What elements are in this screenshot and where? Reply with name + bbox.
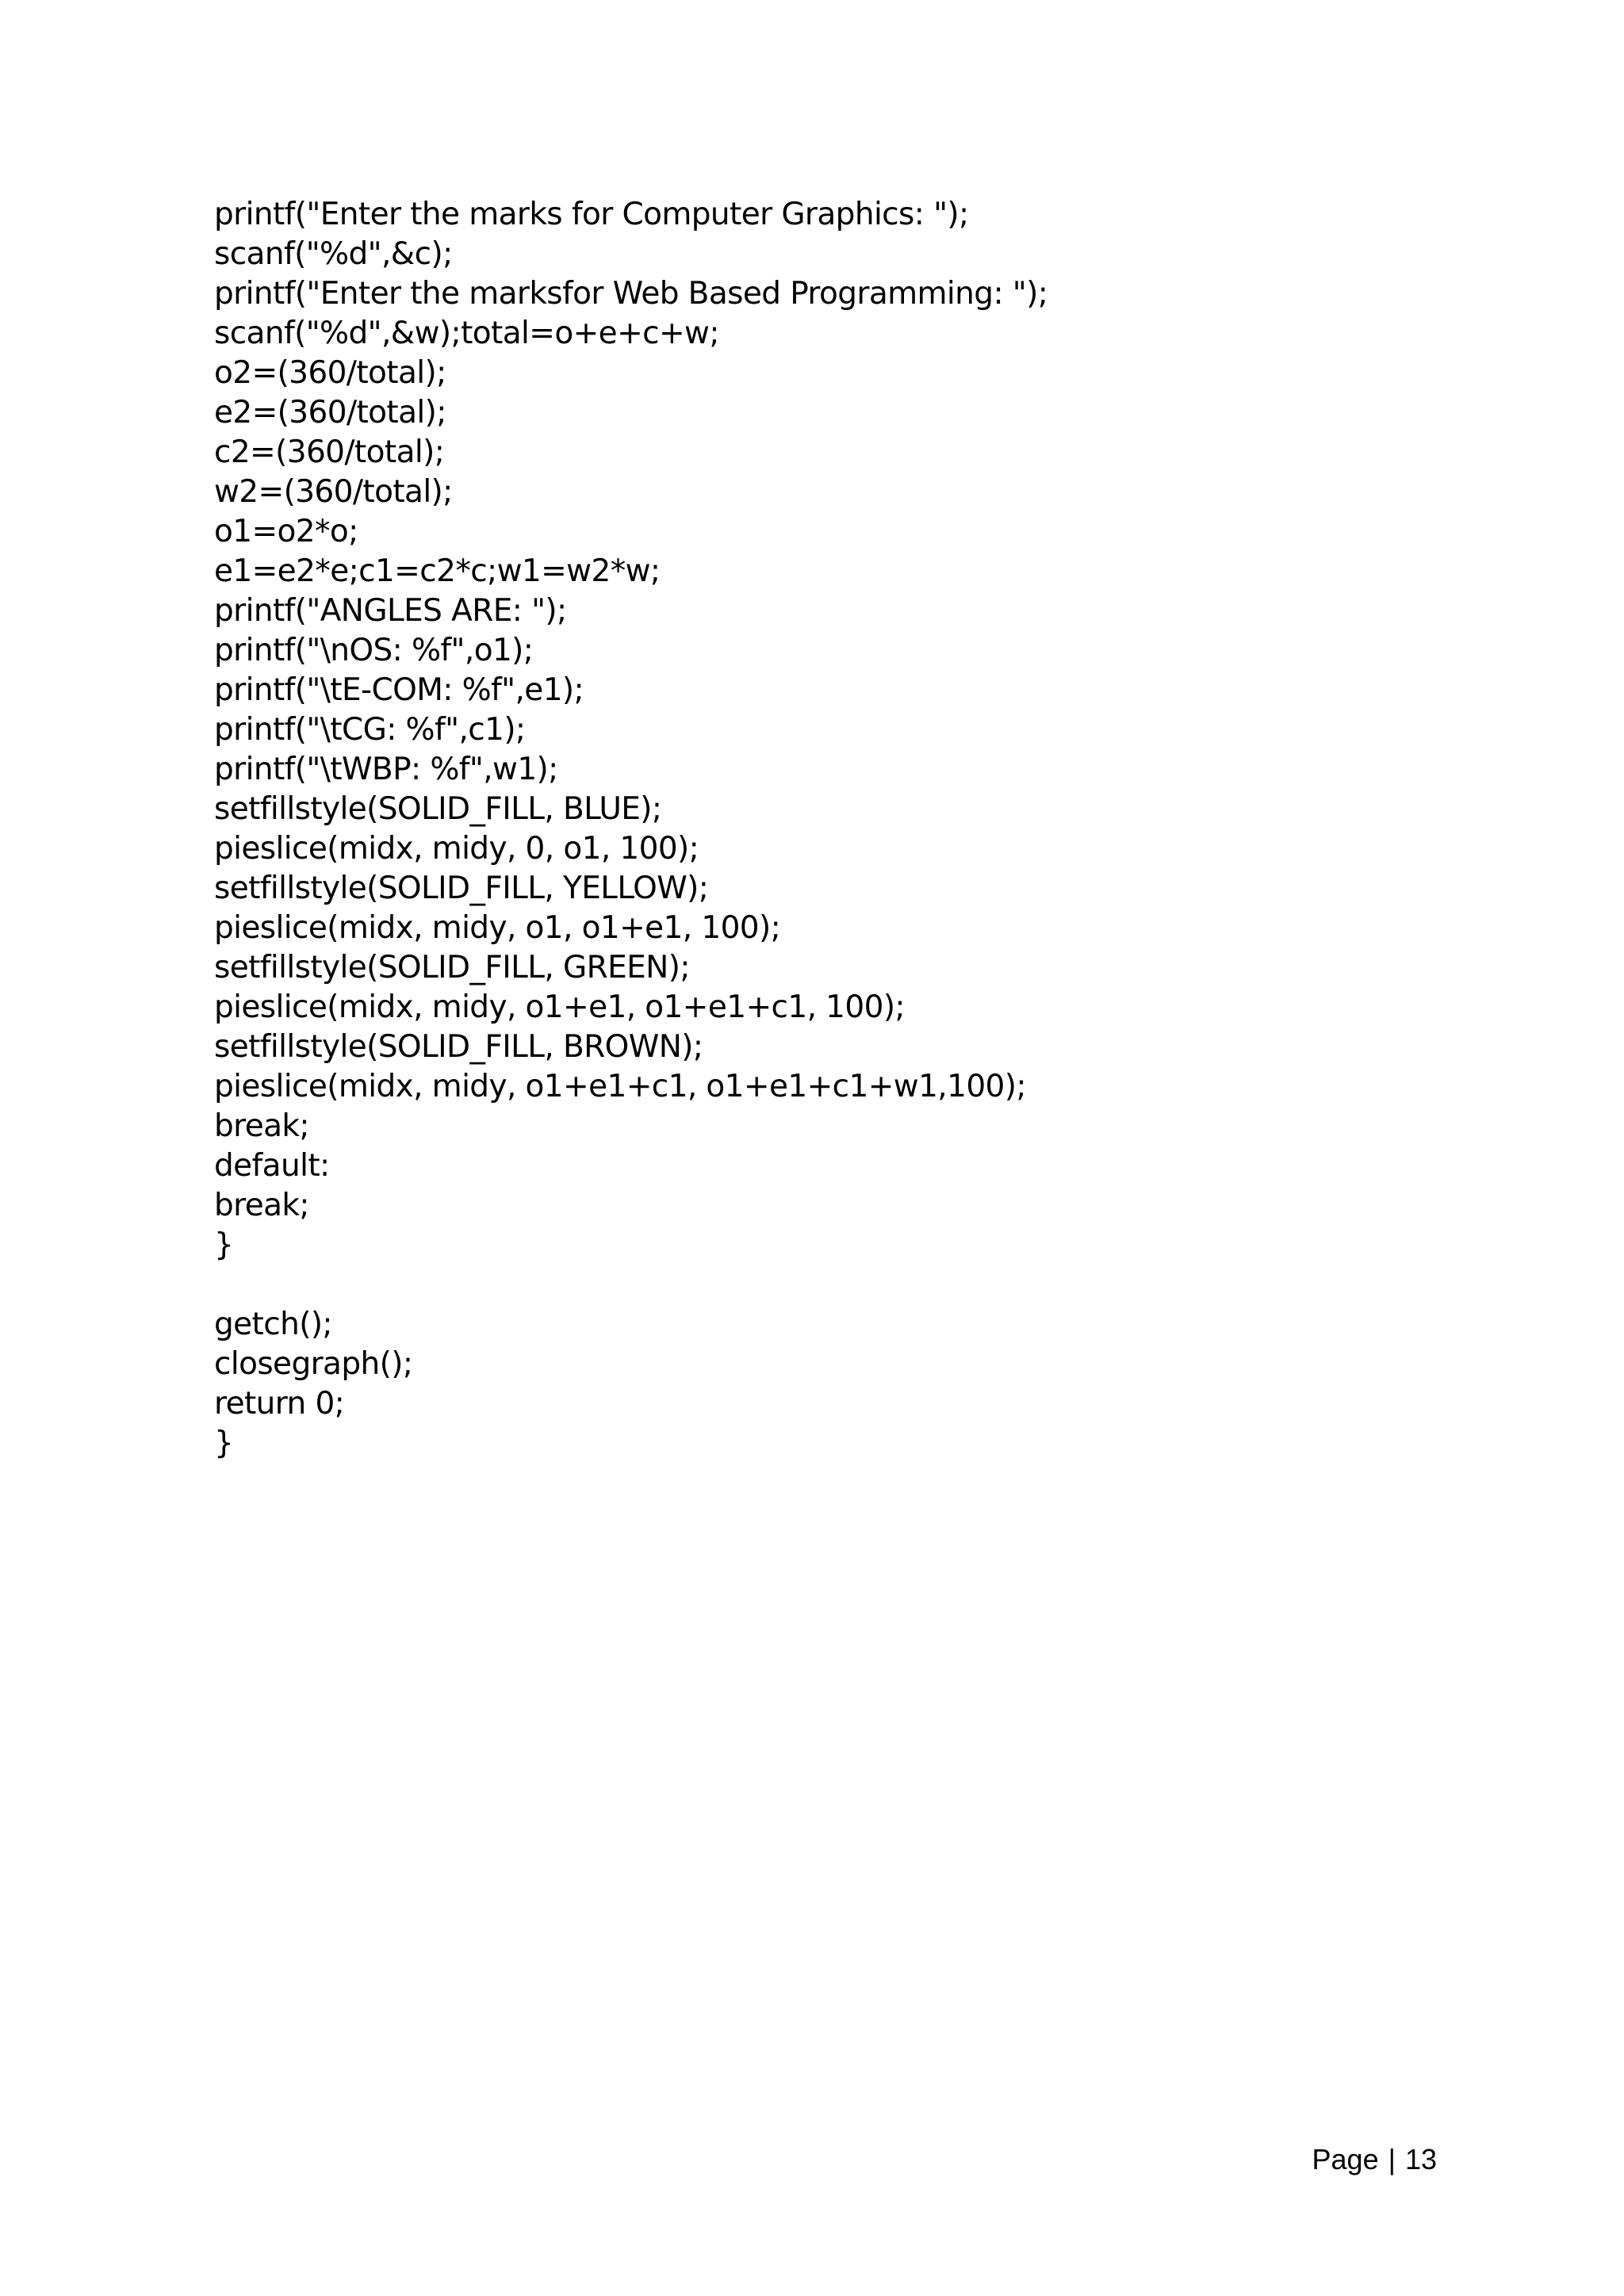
code-line: scanf("%d",&w);total=o+e+c+w; bbox=[214, 316, 719, 351]
page-number: 13 bbox=[1404, 2143, 1437, 2175]
code-line: o1=o2*o; bbox=[214, 514, 358, 549]
code-line: printf("Enter the marks for Computer Graphics: "); bbox=[214, 197, 969, 232]
page-separator: | bbox=[1388, 2143, 1396, 2175]
page-footer bbox=[1312, 2142, 1437, 2177]
code-line: return 0; bbox=[214, 1386, 345, 1422]
code-line: c2=(360/total); bbox=[214, 434, 445, 470]
code-line: } bbox=[214, 1425, 234, 1461]
code-line: setfillstyle(SOLID_FILL, BLUE); bbox=[214, 791, 662, 827]
code-line: w2=(360/total); bbox=[214, 474, 453, 510]
code-line bbox=[214, 1265, 1048, 1305]
code-line: scanf("%d",&c); bbox=[214, 236, 453, 272]
code-line: closegraph(); bbox=[214, 1346, 413, 1382]
code-line: break; bbox=[214, 1188, 309, 1223]
code-line: getch(); bbox=[214, 1307, 332, 1342]
code-line: pieslice(midx, midy, o1+e1+c1, o1+e1+c1+w1,100); bbox=[214, 1069, 1026, 1104]
code-line: default: bbox=[214, 1148, 330, 1184]
code-listing bbox=[214, 195, 1048, 1464]
code-line: setfillstyle(SOLID_FILL, YELLOW); bbox=[214, 871, 709, 906]
code-line: pieslice(midx, midy, o1+e1, o1+e1+c1, 100); bbox=[214, 989, 905, 1025]
code-line: setfillstyle(SOLID_FILL, BROWN); bbox=[214, 1029, 703, 1065]
code-line: printf("\nOS: %f",o1); bbox=[214, 633, 534, 668]
code-line: e2=(360/total); bbox=[214, 395, 446, 430]
code-line: break; bbox=[214, 1108, 309, 1144]
code-line: printf("\tCG: %f",c1); bbox=[214, 712, 526, 748]
code-line: o2=(360/total); bbox=[214, 355, 446, 391]
code-line: } bbox=[214, 1227, 234, 1263]
code-line: setfillstyle(SOLID_FILL, GREEN); bbox=[214, 950, 690, 985]
code-line: pieslice(midx, midy, o1, o1+e1, 100); bbox=[214, 910, 781, 946]
code-line: pieslice(midx, midy, 0, o1, 100); bbox=[214, 831, 699, 867]
code-line: e1=e2*e;c1=c2*c;w1=w2*w; bbox=[214, 553, 661, 589]
code-line: printf("Enter the marksfor Web Based Programming: "); bbox=[214, 276, 1048, 312]
code-line: printf("\tWBP: %f",w1); bbox=[214, 752, 558, 787]
code-line: printf("\tE-COM: %f",e1); bbox=[214, 672, 584, 708]
code-line: printf("ANGLES ARE: "); bbox=[214, 593, 567, 629]
page-label: Page bbox=[1312, 2143, 1379, 2175]
